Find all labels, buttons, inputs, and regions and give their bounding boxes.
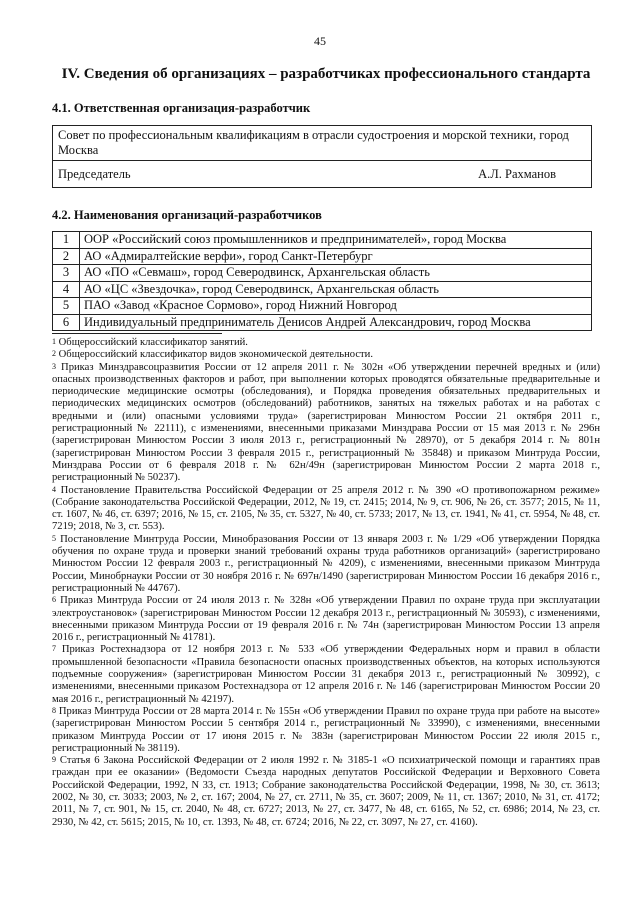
- footnote: [52, 485, 600, 534]
- row-number: 5: [53, 298, 80, 315]
- section-title: IV. Сведения об организациях – разработчиках профессионального стандарта: [61, 66, 591, 82]
- table-row: [53, 248, 592, 265]
- footnote-marker: 4: [52, 484, 56, 494]
- footnote-marker: 7: [52, 644, 56, 654]
- footnote: [52, 362, 600, 485]
- footnote-marker: 8: [52, 705, 56, 715]
- page-number: 45: [314, 34, 326, 48]
- footnote-marker: 9: [52, 755, 56, 765]
- responsible-signatory-cell: [53, 161, 592, 188]
- footnote-text: Приказ Минтруда России от 28 марта 2014 г. № 155н «Об утверждении Правил по охране труда при работе на высоте» (зарегистрирован Минюстом России 5 сентября 2014 г., регистрационный № 33990), с изменениями, внесенными приказом Минтруда России от 17 июня 2015 г. № 383н (зарегистрирован Минюстом России 22 июля 2015 г., регистрационный № 38119).: [52, 705, 600, 754]
- organization-name: ООР «Российский союз промышленников и предпринимателей», город Москва: [80, 232, 592, 249]
- responsible-organization-table: [52, 125, 592, 188]
- developers-heading: 4.2. Наименования организаций-разработчиков: [52, 208, 322, 222]
- row-number: 3: [53, 265, 80, 282]
- organization-name: АО «ПО «Севмаш», город Северодвинск, Архангельская область: [80, 265, 592, 282]
- footnote: [52, 706, 600, 755]
- footnote-text: Общероссийский классификатор видов экономической деятельности.: [58, 349, 373, 361]
- row-number: 4: [53, 281, 80, 298]
- responsible-signatory-row: [53, 161, 592, 188]
- footnote: [52, 337, 600, 349]
- organization-name: Индивидуальный предприниматель Денисов Андрей Александрович, город Москва: [80, 314, 592, 331]
- footnote-text: Приказ Минздравсоцразвития России от 12 апреля 2011 г. № 302н «Об утверждении перечней вредных и (или) опасных производственных факторов и работ, при выполнении которых проводятся обязательные предварительные и периодические медицинские осмотры (обследования), и Порядка проведения обязательных предварительных и периодических медицинских осмотров (обследований) работников, занятых на тяжелых работах и на работах с вредными и (или) опасными условиями труда» (зарегистрирован Минюстом России 21 октября 2011 г., регистрационный № 22111), с изменениями, внесенными приказами Минздрава России от 15 мая 2013 г. № 296н (зарегистрирован Минюстом России 3 июля 2013 г., регистрационный № 28970), от 5 декабря 2014 г. № 801н (зарегистрирован Минюстом России 3 февраля 2015 г., регистрационный № 35848) и приказом Минтруда России, Минздрава России от 6 февраля 2018 г. № 62н/49н (зарегистрирован Минюстом России 2 марта 2018 г., регистрационный № 50237).: [52, 361, 601, 484]
- responsible-heading: 4.1. Ответственная организация-разработчик: [52, 101, 311, 115]
- footnote-divider: [52, 333, 222, 334]
- table-row: [53, 265, 592, 282]
- footnote-text: Постановление Минтруда России, Минобразования России от 13 января 2003 г. № 1/29 «Об утверждении Порядка обучения по охране труда и проверки знаний требований охраны труда работников организаций» (зарегистрировано Минюстом России 12 февраля 2003 г., регистрационный № 4209), с изменениями, внесенными приказом Минтруда России, Минобрнауки России от 30 ноября 2016 г. № 697н/1490 (зарегистрирован Минюстом России 16 декабря 2016 г., регистрационный № 44767).: [52, 533, 600, 594]
- responsible-organization-row: [53, 126, 592, 161]
- row-number: 1: [53, 232, 80, 249]
- footnote-marker: 5: [52, 533, 56, 543]
- footnote-marker: 1: [52, 337, 56, 346]
- table-row: [53, 281, 592, 298]
- developer-organizations-table: [52, 231, 592, 331]
- footnote: [52, 595, 600, 644]
- footnote-marker: 6: [52, 595, 56, 605]
- signatory-person: А.Л. Рахманов: [478, 166, 556, 181]
- row-number: 2: [53, 248, 80, 265]
- table-row: [53, 232, 592, 249]
- table-row: [53, 314, 592, 331]
- row-number: 6: [53, 314, 80, 331]
- organization-name: ПАО «Завод «Красное Сормово», город Нижний Новгород: [80, 298, 592, 315]
- signatory-position: Председатель: [58, 166, 131, 181]
- footnote-marker: 3: [52, 361, 56, 371]
- responsible-organization-name: Совет по профессиональным квалификациям в отрасли судостроения и морской техники, город Москва: [53, 126, 592, 161]
- footnote: [52, 534, 600, 595]
- table-row: [53, 298, 592, 315]
- footnote-text: Постановление Правительства Российской Федерации от 25 апреля 2012 г. № 390 «О противопожарном режиме» (Собрание законодательства Российской Федерации, 2012, № 19, ст. 2415; 2014, № 9, ст. 906, № 26, ст. 3577; 2015, № 11, ст. 1607, № 46, ст. 6397; 2016, № 15, ст. 2105, № 35, ст. 5327, № 40, ст. 5733; 2017, № 13, ст. 1941, № 41, ст. 5954, № 48, ст. 7219; 2018, № 3, ст. 553).: [52, 484, 600, 533]
- footnote-text: Общероссийский классификатор занятий.: [58, 337, 248, 348]
- organization-name: АО «Адмиралтейские верфи», город Санкт-Петербург: [80, 248, 592, 265]
- footnote: [52, 349, 600, 361]
- footnote-text: Приказ Минтруда России от 24 июля 2013 г. № 328н «Об утверждении Правил по охране труда при эксплуатации электроустановок» (зарегистрирован Минюстом России 12 декабря 2013 г., регистрационный № 30593), с изменениями, внесенными приказом Минтруда России от 19 февраля 2016 г. № 74н (зарегистрирован Минюстом России 13 апреля 2016 г., регистрационный № 41781).: [52, 595, 600, 644]
- organization-name: АО «ЦС «Звездочка», город Северодвинск, Архангельская область: [80, 281, 592, 298]
- footnote-text: Приказ Ростехнадзора от 12 ноября 2013 г. № 533 «Об утверждении Федеральных норм и правил в области промышленной безопасности «Правила безопасности опасных производственных объектов, на которых используются подъемные сооружения» (зарегистрирован Минюстом России 31 декабря 2013 г., регистрационный № 30992), с изменениями, внесенными приказом Ростехнадзора от 12 апреля 2016 г. № 146 (зарегистрирован Минюстом России 20 мая 2016 г., регистрационный № 42197).: [52, 644, 600, 705]
- footnotes: [52, 337, 600, 829]
- footnote: [52, 644, 600, 705]
- footnote: [52, 755, 600, 829]
- footnote-text: Статья 6 Закона Российской Федерации от 2 июля 1992 г. № 3185-1 «О психиатрической помощи и гарантиях прав граждан при ее оказании» (Ведомости Съезда народных депутатов Российской Федерации и Верховного Совета Российской Федерации, 1992, N 33, ст. 1913; Собрание законодательства Российской Федерации, 1998, № 30, ст. 3613; 2002, № 30, ст. 3033; 2003, № 2, ст. 167; 2004, № 27, ст. 2711, № 35, ст. 3607; 2009, № 11, ст. 1367; 2010, № 31, ст. 4172; 2011, № 7, ст. 901, № 15, ст. 2040, № 48, ст. 6727; 2013, № 27, ст. 3477, № 48, ст. 6165, № 52, ст. 6986; 2014, № 23, ст. 2930, № 42, ст. 5615; 2015, № 10, ст. 1393, № 48, ст. 6724; 2016, № 22, ст. 3097, № 27, ст. 4160).: [52, 755, 600, 828]
- footnote-marker: 2: [52, 349, 56, 359]
